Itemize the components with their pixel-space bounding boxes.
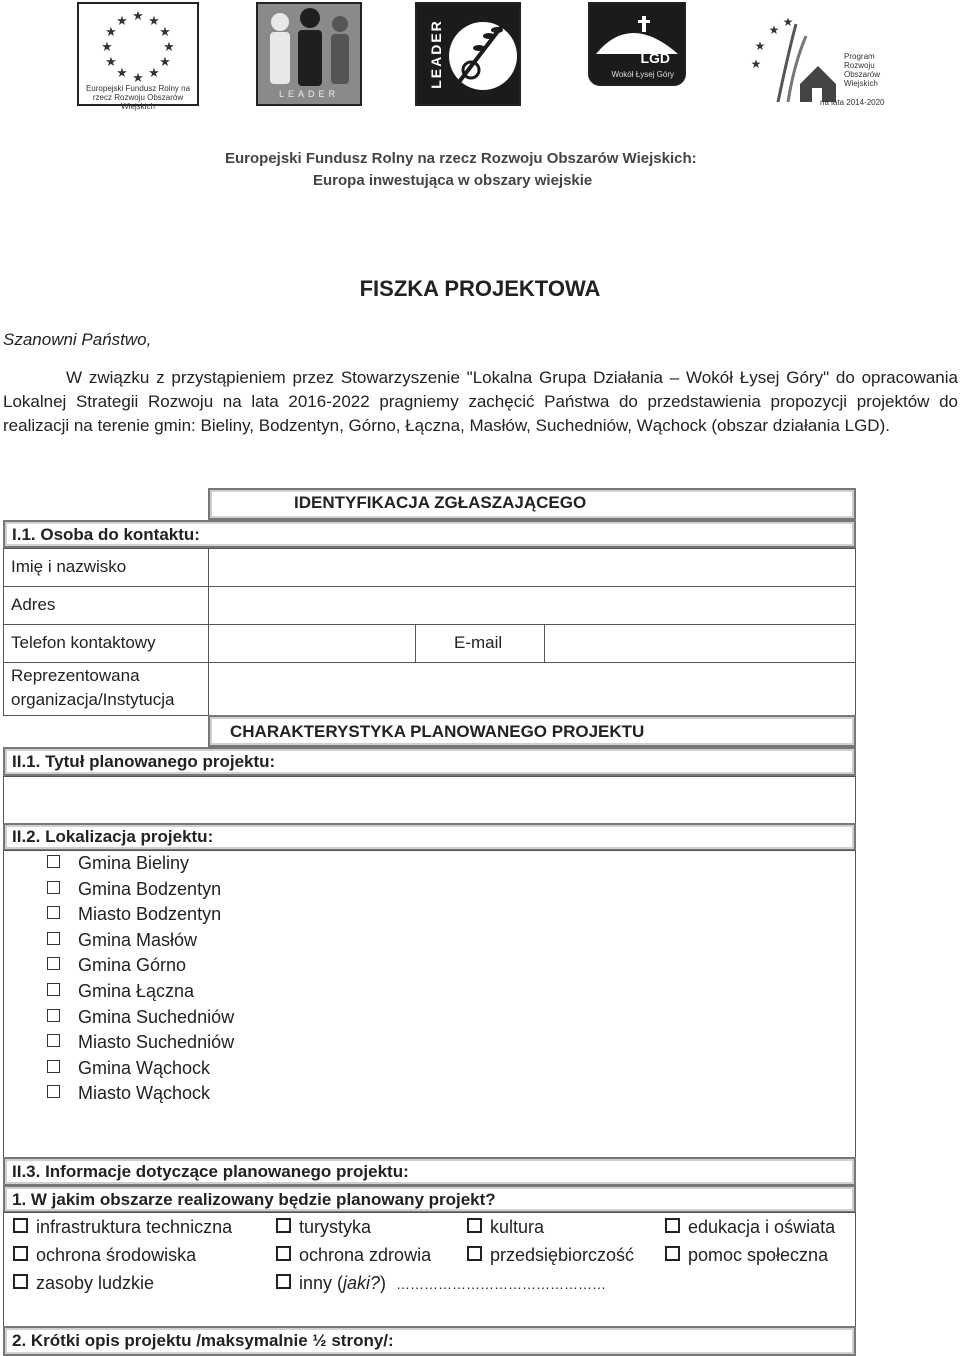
checkbox-icon[interactable] xyxy=(47,1060,60,1073)
section-header-label: CHARAKTERYSTYKA PLANOWANEGO PROJEKTU xyxy=(230,722,645,741)
svg-text:★: ★ xyxy=(116,66,128,81)
area-option-culture[interactable] xyxy=(467,1217,544,1238)
location-option-label: Gmina Wąchock xyxy=(78,1058,211,1078)
project-info-label: II.3. Informacje dotyczące planowanego projektu: xyxy=(12,1162,409,1181)
location-option[interactable] xyxy=(47,1032,234,1053)
checkbox-icon[interactable] xyxy=(47,1009,60,1022)
checkbox-icon[interactable] xyxy=(13,1274,28,1289)
area-option-label: zasoby ludzkie xyxy=(36,1273,155,1293)
lgd-name: LGD xyxy=(640,50,670,66)
area-option-education[interactable] xyxy=(665,1217,835,1238)
svg-text:★: ★ xyxy=(159,55,171,70)
phone-label: Telefon kontaktowy xyxy=(11,633,156,652)
svg-text:★: ★ xyxy=(148,66,160,81)
checkbox-icon[interactable] xyxy=(665,1218,680,1233)
svg-text:★: ★ xyxy=(768,23,780,37)
page-title: FISZKA PROJEKTOWA xyxy=(359,276,601,301)
prow-line: Obszarów xyxy=(844,70,881,79)
wheat-stars-icon xyxy=(748,14,844,106)
location-option[interactable] xyxy=(47,981,194,1002)
area-option-label-suffix: ) xyxy=(380,1273,387,1293)
banner-line-2: Europa inwestująca w obszary wiejskie xyxy=(313,172,593,189)
eu-logo-caption: Europejski Fundusz Rolny na rzecz Rozwoju Obszarów Wiejskich xyxy=(85,84,191,111)
area-option-other[interactable] xyxy=(276,1273,606,1294)
phone-label-cell xyxy=(3,624,209,663)
area-option-environment[interactable] xyxy=(13,1245,196,1266)
checkbox-icon[interactable] xyxy=(47,881,60,894)
area-option-social[interactable] xyxy=(665,1245,828,1266)
area-option-label: ochrona zdrowia xyxy=(299,1245,432,1265)
address-label-cell xyxy=(3,586,209,625)
location-option[interactable] xyxy=(47,930,197,951)
project-info-row xyxy=(3,1157,856,1186)
other-area-blank[interactable]: ……………………………………… xyxy=(396,1276,607,1292)
section-header-characteristics xyxy=(208,715,856,747)
checkbox-icon[interactable] xyxy=(47,906,60,919)
checkbox-icon[interactable] xyxy=(47,1034,60,1047)
checkbox-icon[interactable] xyxy=(47,983,60,996)
area-option-human[interactable] xyxy=(13,1273,154,1294)
organization-label-line1: Reprezentowana xyxy=(11,666,140,685)
question-area-label: 1. W jakim obszarze realizowany będzie planowany projekt? xyxy=(12,1190,496,1209)
eu-stars-icon xyxy=(79,6,197,86)
location-option-label: Gmina Suchedniów xyxy=(78,1007,235,1027)
email-label-cell xyxy=(415,624,545,663)
contact-person-label: I.1. Osoba do kontaktu: xyxy=(12,525,200,544)
checkbox-icon[interactable] xyxy=(276,1218,291,1233)
leader-logo xyxy=(415,2,521,106)
checkbox-icon[interactable] xyxy=(665,1246,680,1261)
location-option[interactable] xyxy=(47,1058,210,1079)
lgd-caption: Wokół Łysej Góry xyxy=(611,70,674,79)
greeting: Szanowni Państwo, xyxy=(3,330,152,349)
svg-text:★: ★ xyxy=(116,14,128,29)
leader-emblem-icon xyxy=(445,8,521,104)
location-option[interactable] xyxy=(47,1083,210,1104)
project-title-label: II.1. Tytuł planowanego projektu: xyxy=(12,752,276,771)
name-label: Imię i nazwisko xyxy=(11,557,127,576)
lgd-logo xyxy=(588,2,686,86)
description-row xyxy=(3,1326,856,1356)
prow-line: Rozwoju xyxy=(844,61,875,70)
location-checklist xyxy=(3,850,856,1158)
checkbox-icon[interactable] xyxy=(467,1246,482,1261)
area-options xyxy=(3,1212,856,1327)
email-label: E-mail xyxy=(454,633,503,652)
area-option-label: turystyka xyxy=(299,1217,372,1237)
svg-text:★: ★ xyxy=(163,40,175,55)
area-option-entrepreneurship[interactable] xyxy=(467,1245,634,1266)
area-option-health[interactable] xyxy=(276,1245,431,1266)
area-option-tourism[interactable] xyxy=(276,1217,371,1238)
checkbox-icon[interactable] xyxy=(276,1274,291,1289)
location-option-label: Miasto Wąchock xyxy=(78,1083,211,1103)
location-option[interactable] xyxy=(47,955,186,976)
area-option-infra[interactable] xyxy=(13,1217,232,1238)
location-option-label: Gmina Masłów xyxy=(78,930,198,950)
eafrd-banner xyxy=(225,148,697,192)
location-option-label: Miasto Bodzentyn xyxy=(78,904,222,924)
prow-text xyxy=(844,52,880,88)
svg-text:★: ★ xyxy=(105,55,117,70)
area-option-label: edukacja i oświata xyxy=(688,1217,836,1237)
question-area-row xyxy=(3,1185,856,1213)
location-option-label: Gmina Bieliny xyxy=(78,853,190,873)
location-option-label: Gmina Łączna xyxy=(78,981,195,1001)
area-option-label: kultura xyxy=(490,1217,545,1237)
svg-text:★: ★ xyxy=(132,71,144,86)
checkbox-icon[interactable] xyxy=(47,1085,60,1098)
area-option-label: pomoc społeczna xyxy=(688,1245,829,1265)
prow-period: na lata 2014-2020 xyxy=(820,98,885,107)
checkbox-icon[interactable] xyxy=(276,1246,291,1261)
svg-text:★: ★ xyxy=(754,39,766,53)
name-label-cell xyxy=(3,548,209,587)
checkbox-icon[interactable] xyxy=(47,932,60,945)
svg-text:★: ★ xyxy=(105,25,117,40)
people-figures-icon xyxy=(258,8,360,88)
checkbox-icon[interactable] xyxy=(47,957,60,970)
svg-text:★: ★ xyxy=(148,14,160,29)
location-option[interactable] xyxy=(47,853,189,874)
intro-paragraph: W związku z przystąpieniem przez Stowarzyszenie "Lokalna Grupa Działania – Wokół Łysej Góry" do opracowania Lokalnej Strategii Rozwoju na lata 2016-2022 pragniemy zachęcić Państwa do przedstawienia propozycji projektów do realizacji na terenie gmin: Bieliny, Bodzentyn, Górno, Łączna, Masłów, Suchedniów, Wąchock (obszar działania LGD). xyxy=(3,368,958,435)
prow-logo xyxy=(748,14,898,110)
project-title-field[interactable] xyxy=(3,776,856,824)
name-field[interactable] xyxy=(208,548,856,587)
address-label: Adres xyxy=(11,595,56,614)
prow-line: Program xyxy=(844,52,875,61)
prow-line: Wiejskich xyxy=(844,79,878,88)
checkbox-icon[interactable] xyxy=(13,1246,28,1261)
eu-flag-logo xyxy=(77,2,199,111)
email-field[interactable] xyxy=(544,624,856,663)
description-label: 2. Krótki opis projektu /maksymalnie ½ strony/: xyxy=(12,1331,394,1350)
contact-person-row xyxy=(3,520,856,548)
svg-text:★: ★ xyxy=(132,9,144,24)
leader-vertical-text: LEADER xyxy=(427,19,444,89)
location-option[interactable] xyxy=(47,879,221,900)
phone-field[interactable] xyxy=(208,624,416,663)
checkbox-icon[interactable] xyxy=(13,1218,28,1233)
location-option-label: Gmina Górno xyxy=(78,955,187,975)
area-option-label: infrastruktura techniczna xyxy=(36,1217,233,1237)
organization-label-cell xyxy=(3,662,209,716)
organization-label-line2: organizacja/Instytucja xyxy=(11,690,175,709)
location-option-label: Miasto Suchedniów xyxy=(78,1032,235,1052)
location-option[interactable] xyxy=(47,1007,234,1028)
project-location-row xyxy=(3,823,856,851)
project-title-row xyxy=(3,747,856,776)
svg-text:★: ★ xyxy=(159,25,171,40)
svg-text:★: ★ xyxy=(750,57,762,71)
location-option[interactable] xyxy=(47,904,221,925)
banner-line-1: Europejski Fundusz Rolny na rzecz Rozwoju Obszarów Wiejskich: xyxy=(225,150,697,167)
location-option-label: Gmina Bodzentyn xyxy=(78,879,222,899)
leader-people-logo xyxy=(256,2,362,106)
project-location-label: II.2. Lokalizacja projektu: xyxy=(12,827,214,846)
section-header-label: IDENTYFIKACJA ZGŁASZAJĄCEGO xyxy=(294,493,587,512)
area-option-label-italic: jaki? xyxy=(343,1273,381,1293)
organization-field[interactable] xyxy=(208,662,856,716)
section-header-identification xyxy=(208,488,856,520)
leader-caption: LEADER xyxy=(278,89,339,99)
area-option-label: inny ( xyxy=(299,1273,344,1293)
address-field[interactable] xyxy=(208,586,856,625)
checkbox-icon[interactable] xyxy=(467,1218,482,1233)
checkbox-icon[interactable] xyxy=(47,855,60,868)
svg-text:★: ★ xyxy=(101,40,113,55)
svg-text:★: ★ xyxy=(782,15,794,29)
area-option-label: przedsiębiorczość xyxy=(490,1245,635,1265)
area-option-label: ochrona środowiska xyxy=(36,1245,197,1265)
